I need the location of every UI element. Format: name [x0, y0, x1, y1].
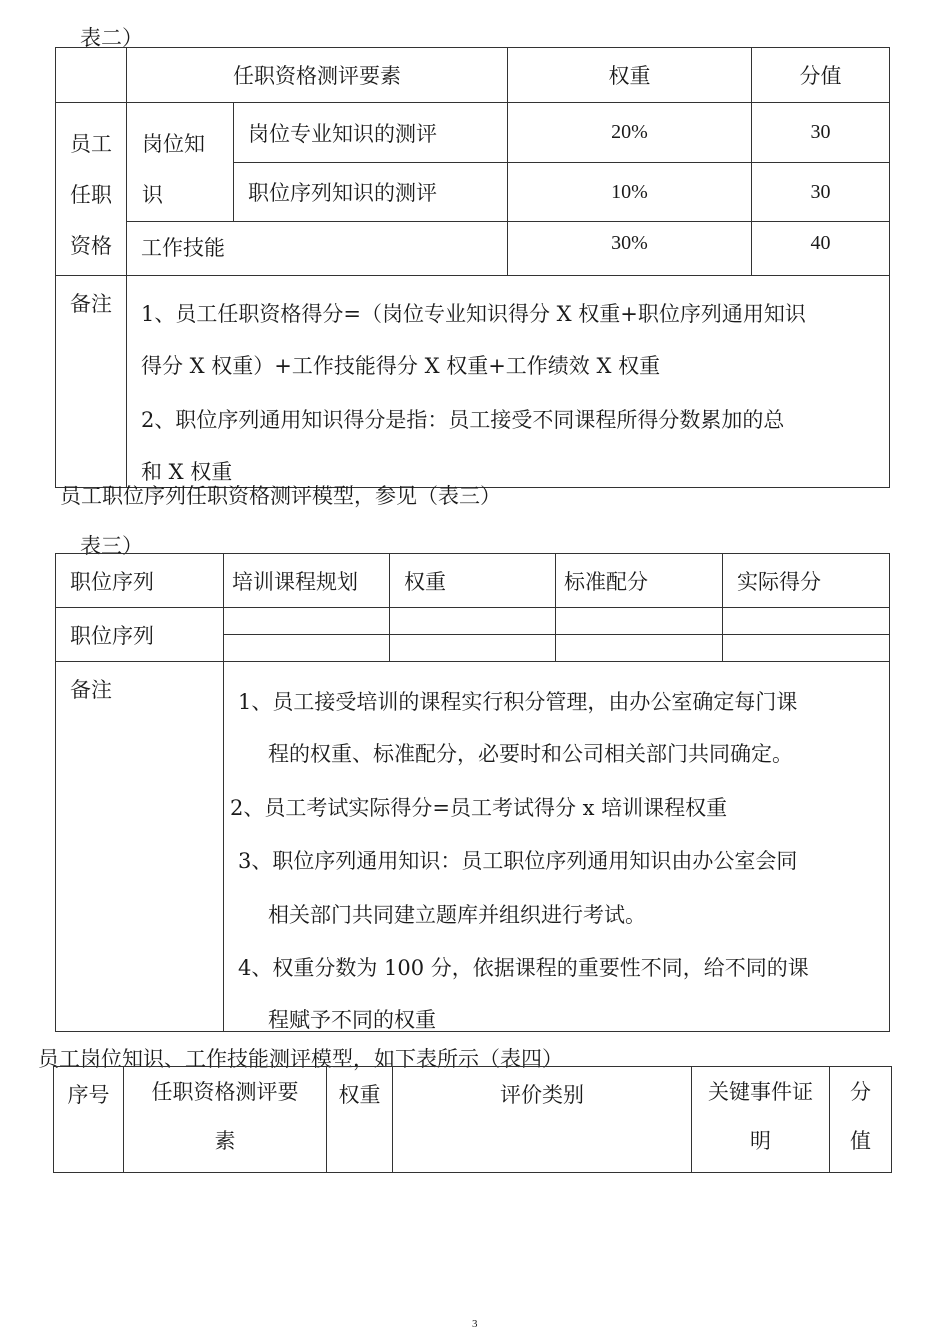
table2-row-name: 职位序列知识的测评	[234, 163, 508, 222]
table4-header-line: 关键事件证	[708, 1080, 813, 1104]
table4-header-evidence	[692, 1067, 830, 1173]
table2-side-line: 员工	[70, 132, 112, 156]
table2-corner-cell	[56, 48, 127, 103]
table3-empty-cell	[556, 608, 723, 635]
table2-group-line: 岗位知	[142, 132, 205, 156]
table2-note-line: 和 X 权重	[141, 460, 233, 484]
table3-note-line: 3、职位序列通用知识：员工职位序列通用知识由办公室会同	[238, 849, 798, 873]
table3-empty-cell	[723, 608, 890, 635]
paragraph-table3-intro: 员工职位序列任职资格测评模型，参见（表三）	[60, 484, 501, 508]
table2-note-line: 2、职位序列通用知识得分是指：员工接受不同课程所得分数累加的总	[141, 408, 785, 432]
table3-notes	[224, 662, 890, 1032]
table2-side-label	[56, 103, 127, 276]
table3-empty-cell	[390, 608, 556, 635]
table4-header-category	[393, 1067, 692, 1173]
table2-row-score: 30	[752, 163, 890, 222]
table3-empty-cell	[390, 635, 556, 662]
table3-note-line: 程的权重、标准配分，必要时和公司相关部门共同确定。	[268, 742, 793, 766]
table4-header-line: 序号	[67, 1083, 110, 1107]
table3-header-cell: 权重	[390, 554, 556, 608]
paragraph-table4-intro: 员工岗位知识、工作技能测评模型，如下表所示（表四）	[38, 1047, 563, 1071]
table2-side-line: 资格	[70, 234, 112, 258]
table4-header-score	[830, 1067, 892, 1173]
table2-row-score: 30	[752, 103, 890, 163]
table3-note-label: 备注	[56, 662, 224, 1032]
table3-row-label: 职位序列	[56, 608, 224, 662]
page-number: 3	[472, 1318, 478, 1330]
table4-header-line: 值	[850, 1129, 871, 1153]
table4-header-line: 明	[750, 1129, 771, 1153]
table2-row-weight: 30%	[508, 222, 752, 276]
table2-row-name: 工作技能	[127, 222, 508, 276]
table3-caption: 表三）	[80, 534, 143, 558]
table2-note-label: 备注	[56, 276, 127, 488]
table4	[53, 1066, 892, 1173]
table2-side-line: 任职	[70, 183, 112, 207]
table2-caption: 表二）	[80, 26, 143, 50]
table4-header-element	[124, 1067, 327, 1173]
table3-header-cell: 培训课程规划	[224, 554, 390, 608]
table3-header-cell: 职位序列	[56, 554, 224, 608]
table4-header-line: 权重	[338, 1083, 381, 1107]
table3-note-line: 4、权重分数为 100 分，依据课程的重要性不同，给不同的课	[238, 956, 809, 980]
table3-note-line: 2、员工考试实际得分=员工考试得分 x 培训课程权重	[230, 796, 728, 820]
table3-empty-cell	[224, 608, 390, 635]
table4-header-line: 分	[850, 1080, 871, 1104]
table2-note-line: 得分 X 权重）+工作技能得分 X 权重+工作绩效 X 权重	[141, 354, 661, 378]
table4-header-line: 评价类别	[500, 1083, 584, 1107]
table3-note-line: 程赋予不同的权重	[268, 1008, 436, 1032]
table2-row-weight: 10%	[508, 163, 752, 222]
table2	[55, 47, 890, 488]
table3-note-line: 相关部门共同建立题库并组织进行考试。	[268, 903, 646, 927]
table3-empty-cell	[723, 635, 890, 662]
table2-row-name: 岗位专业知识的测评	[234, 103, 508, 163]
table4-header-weight	[327, 1067, 393, 1173]
table3-empty-cell	[224, 635, 390, 662]
table2-group-label	[127, 103, 234, 222]
table4-header-line: 素	[214, 1129, 236, 1153]
table3-empty-cell	[556, 635, 723, 662]
table3-header-cell: 标准配分	[556, 554, 723, 608]
table2-header-score: 分值	[752, 48, 890, 103]
table2-row-weight: 20%	[508, 103, 752, 163]
table2-notes	[127, 276, 890, 488]
table2-note-line: 1、员工任职资格得分=（岗位专业知识得分 X 权重+职位序列通用知识	[141, 302, 806, 326]
table2-row-score: 40	[752, 222, 890, 276]
table4-header-index	[54, 1067, 124, 1173]
table2-header-element: 任职资格测评要素	[127, 48, 508, 103]
table2-header-weight: 权重	[508, 48, 752, 103]
table2-group-line: 识	[142, 183, 163, 207]
table3-note-line: 1、员工接受培训的课程实行积分管理，由办公室确定每门课	[238, 690, 798, 714]
table3-header-cell: 实际得分	[723, 554, 890, 608]
table4-header-line: 任职资格测评要	[151, 1080, 299, 1104]
table3	[55, 553, 890, 1032]
